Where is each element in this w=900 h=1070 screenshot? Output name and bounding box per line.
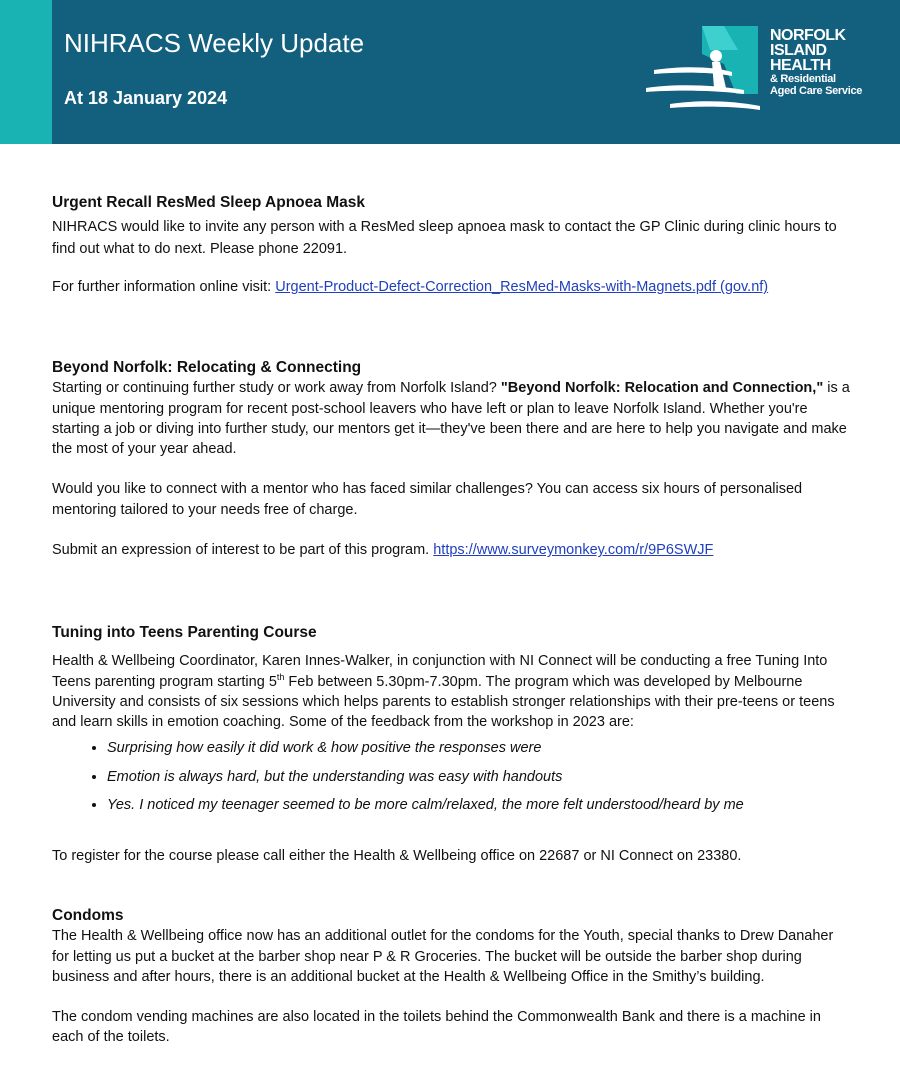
feedback-item: • Yes. I noticed my teenager seemed to be more calm/relaxed, the more felt understood/heard by me: [107, 795, 852, 815]
feedback-list: [52, 738, 852, 815]
surveymonkey-link[interactable]: https://www.surveymonkey.com/r/9P6SWJF: [433, 542, 714, 559]
beyond-intro-a: Starting or continuing further study or work away from Norfolk Island?: [52, 380, 501, 397]
teens-description: [52, 651, 852, 732]
logo-line-2: ISLAND: [770, 42, 827, 59]
beyond-intro: [52, 378, 852, 459]
recall-pdf-link[interactable]: Urgent-Product-Defect-Correction_ResMed-Masks-with-Magnets.pdf (gov.nf): [275, 279, 769, 296]
logo-wordmark: [770, 28, 862, 97]
logo-line-5: Aged Care Service: [770, 85, 863, 97]
logo-line-3: HEALTH: [770, 57, 831, 74]
beyond-intro-b: is a unique mentoring program for recent post-school leavers who have left or plan to leave Norfolk Island. Whether you're starting a job or diving into further study, our mentors get it—they've been there and are here to help you navigate and make the most of your year ahead.: [52, 380, 850, 458]
section-heading: Condoms: [52, 907, 124, 924]
teens-register-info: To register for the course please call either the Health & Wellbeing office on 22687 or NI Connect on 23380.: [52, 848, 742, 865]
section-beyond-norfolk: [52, 358, 852, 560]
header-accent-bar: [0, 0, 52, 144]
beyond-submit-prefix: Submit an expression of interest to be part of this program.: [52, 542, 434, 559]
logo-line-1: NORFOLK: [770, 27, 846, 44]
section-condoms: [52, 906, 852, 1048]
section-heading: Tuning into Teens Parenting Course: [52, 624, 317, 641]
recall-body: NIHRACS would like to invite any person with a ResMed sleep apnoea mask to contact the GP Clinic during clinic hours to find out what to do next. Please phone 22091.: [52, 219, 837, 258]
recall-link-prefix: For further information online visit:: [52, 279, 276, 296]
section-recall: [52, 193, 852, 298]
newsletter-date: At 18 January 2024: [64, 88, 228, 108]
beyond-submit-line: [52, 540, 852, 560]
header-banner: [0, 0, 900, 144]
recall-link-line: [52, 277, 852, 297]
feedback-item: • Emotion is always hard, but the understanding was easy with handouts: [107, 767, 852, 787]
section-tuning-into-teens: [52, 623, 852, 867]
logo-line-4: & Residential: [770, 73, 836, 85]
teens-desc-a: Health & Wellbeing Coordinator, Karen Innes-Walker, in conjunction with NI Connect will be conducting a free Tuning Into Teens parenting program starting 5: [52, 653, 828, 690]
beyond-mentor-paragraph: Would you like to connect with a mentor who has faced similar challenges? You can access six hours of personalised mentoring tailored to your needs free of charge.: [52, 481, 803, 518]
section-heading: Beyond Norfolk: Relocating & Connecting: [52, 359, 362, 376]
teens-desc-sup: th: [276, 671, 285, 682]
feedback-item: • Surprising how easily it did work & how positive the responses were: [107, 738, 852, 758]
teens-desc-b: Feb between 5.30pm-7.30pm. The program which was developed by Melbourne University and consists of six sessions which helps parents to establish stronger relationships with their pre-teens or teens and learn skills in emotion coaching. Some of the feedback from the workshop in 2023 are:: [52, 673, 835, 731]
newsletter-title: NIHRACS Weekly Update: [64, 28, 365, 58]
condoms-vending-paragraph: The condom vending machines are also located in the toilets behind the Commonwealth Bank and there is a machine in each of the toilets.: [52, 1009, 821, 1046]
condoms-outlet-paragraph: The Health & Wellbeing office now has an additional outlet for the condoms for the Youth, special thanks to Drew Danaher for letting us put a bucket at the barber shop near P & R Groceries. The bucket will be outside the barber shop during business and after hours, there is an additional bucket at the Health & Wellbeing Office in the Smithy’s building.: [52, 928, 834, 985]
section-heading: Urgent Recall ResMed Sleep Apnoea Mask: [52, 194, 365, 211]
beyond-program-name: "Beyond Norfolk: Relocation and Connection,": [500, 380, 824, 397]
norfolk-health-logo-icon: [640, 20, 770, 124]
